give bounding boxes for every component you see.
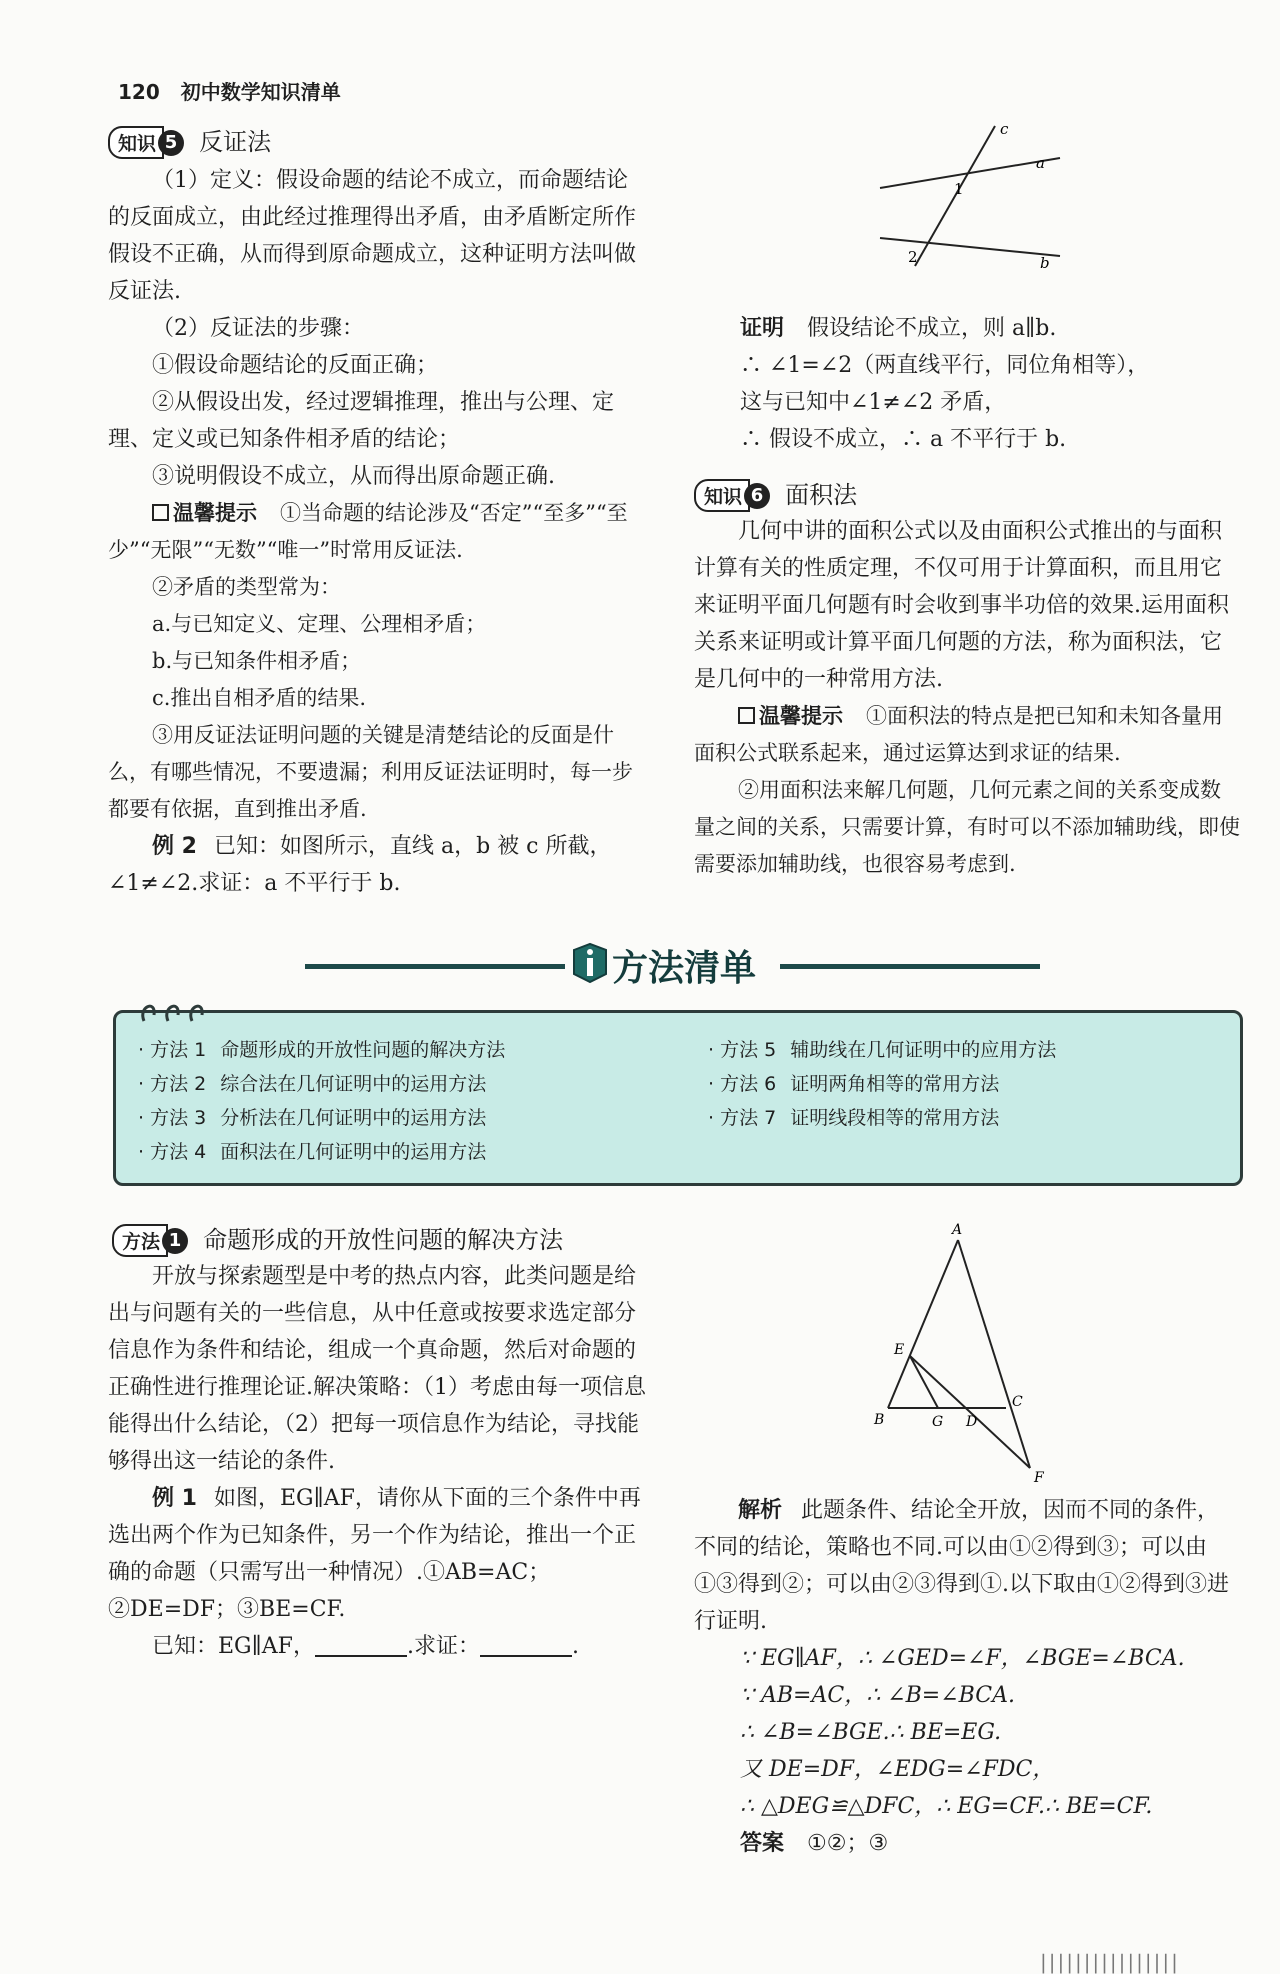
example-text: 如图，EG∥AF，请你从下面的三个条件中再选出两个作为已知条件，另一个作为结论，推出一个正确的命题（只需写出一种情况）.①AB=AC；②DE=DF；③BE=CF.: [108, 1486, 641, 1622]
tip-2a: a.与已知定义、定理、公理相矛盾；: [152, 612, 487, 636]
angle-2-label: 2: [908, 248, 918, 266]
method-title: 证明线段相等的常用方法: [790, 1107, 1000, 1129]
method-number: · 方法 3: [138, 1107, 207, 1129]
checkbox-icon: [152, 504, 169, 521]
proof-line-4: ∴ 假设不成立，∴ a 不平行于 b.: [740, 427, 1067, 452]
proof-line-3: 这与已知中∠1≠∠2 矛盾，: [740, 390, 1007, 415]
label-F: F: [1034, 1470, 1044, 1486]
method-title: 面积法在几何证明中的运用方法: [220, 1141, 487, 1163]
method-number: · 方法 5: [708, 1039, 777, 1061]
method-item-4: [138, 1137, 486, 1164]
tip-2b: b.与已知条件相矛盾；: [152, 649, 362, 673]
methods-box: [113, 1010, 1243, 1186]
label-c: c: [1000, 120, 1009, 138]
label-A: A: [952, 1222, 963, 1238]
proof-line-1: [740, 310, 1056, 347]
proof-text-1: 假设结论不成立，则 a∥b.: [807, 316, 1057, 341]
example-1: [108, 1480, 648, 1628]
method-title: 辅助线在几何证明中的应用方法: [790, 1039, 1057, 1061]
method-number: · 方法 6: [708, 1073, 777, 1095]
ring-binder-icon: [136, 997, 216, 1027]
triangle-figure: [870, 1220, 1070, 1490]
tip-1-text: ①当命题的结论涉及“否定”“至多”“至少”“无限”“无数”“唯一”时常用反证法.: [108, 501, 628, 562]
analysis-line-4: 又 DE=DF，∠EDG=∠FDC，: [740, 1757, 1055, 1782]
banner-line-right: [780, 964, 1040, 969]
label-E: E: [894, 1342, 905, 1358]
area-method-paragraph: 几何中讲的面积公式以及由面积公式推出的与面积计算有关的性质定理，不仅可用于计算面积，而且用它来证明平面几何题有时会收到事半功倍的效果.运用面积关系来证明或计算平面几何题的方法，称为面积法，它是几何中的一种常用方法.: [694, 519, 1229, 692]
tip-label: [152, 495, 257, 532]
knowledge-tag: [108, 126, 184, 159]
tip-paragraph-1: [108, 495, 648, 569]
analysis-paragraph: [694, 1492, 1240, 1640]
step-2: ②从假设出发，经过逻辑推理，推出与公理、定理、定义或已知条件相矛盾的结论；: [108, 390, 615, 452]
label-G: G: [932, 1414, 944, 1430]
example-text: 已知：如图所示，直线 a，b 被 c 所截，∠1≠∠2.求证：a 不平行于 b.: [108, 834, 612, 896]
info-icon: [570, 942, 610, 984]
k5-heading: [108, 122, 271, 159]
example-2: [108, 828, 648, 902]
method-item-3: [138, 1103, 486, 1130]
analysis-line-1: ∵ EG∥AF，∴ ∠GED=∠F，∠BGE=∠BCA.: [740, 1646, 1185, 1671]
m1-heading: [112, 1220, 563, 1257]
analysis-line-5: ∴ △DEG≌△DFC，∴ EG=CF.∴ BE=CF.: [740, 1794, 1153, 1819]
method-number: · 方法 2: [138, 1073, 207, 1095]
banner-line-left: [305, 964, 565, 969]
step-3: ③说明假设不成立，从而得出原命题正确.: [152, 464, 555, 489]
line-a: [880, 158, 1060, 188]
method-tag: [112, 1224, 188, 1257]
book-title: 初中数学知识清单: [180, 80, 341, 104]
tag-number: 6: [744, 483, 770, 509]
knowledge-tag: [694, 479, 770, 512]
given-text: 已知：EG∥AF，: [152, 1634, 315, 1659]
m1-paragraph: 开放与探索题型是中考的热点内容，此类问题是给出与问题有关的一些信息，从中任意或按要求选定部分信息作为条件和结论，组成一个真命题，然后对命题的正确性进行推理论证.解决策略：（1）考虑由每一项信息能得出什么结论，（2）把每一项信息作为结论，寻找能够得出这一结论的条件.: [108, 1264, 646, 1474]
segment-AB: [888, 1240, 958, 1408]
tag-text: 方法: [112, 1224, 168, 1257]
k6-heading: [694, 475, 857, 512]
tip-2c: c.推出自相矛盾的结果.: [152, 686, 367, 710]
proof-label: 证明: [740, 316, 785, 341]
page-header: [118, 76, 341, 105]
label-C: C: [1012, 1394, 1023, 1410]
method-title: 分析法在几何证明中的运用方法: [220, 1107, 487, 1129]
steps-heading: （2）反证法的步骤：: [152, 316, 364, 341]
line-b: [880, 238, 1060, 256]
method-item-2: [138, 1069, 486, 1096]
given-prove-line: [152, 1628, 579, 1665]
analysis-line-3: ∴ ∠B=∠BGE.∴ BE=EG.: [740, 1720, 1002, 1745]
label-b: b: [1040, 254, 1050, 268]
page-number: 120: [118, 80, 160, 104]
tag-text: 知识: [108, 126, 164, 159]
section-title: 面积法: [785, 481, 858, 509]
angle-1-label: 1: [954, 180, 964, 198]
k6-tip-2: ②用面积法来解几何题，几何元素之间的关系变成数量之间的关系，只需要计算，有时可以不添加辅助线，即使需要添加辅助线，也很容易考虑到.: [694, 778, 1240, 876]
footer-marks: ||||||||||||||||: [1040, 1950, 1180, 1974]
example-label: 例 2: [152, 834, 197, 859]
method-title: 综合法在几何证明中的运用方法: [220, 1073, 487, 1095]
analysis-text: 此题条件、结论全开放，因而不同的条件，不同的结论，策略也不同.可以由①②得到③；可以由①③得到②；可以由②③得到①.以下取由①②得到③进行证明.: [694, 1498, 1229, 1634]
definition-paragraph: （1）定义：假设命题的结论不成立，而命题结论的反面成立，由此经过推理得出矛盾，由矛盾断定所作假设不正确，从而得到原命题成立，这种证明方法叫做反证法.: [108, 168, 637, 304]
method-item-7: [708, 1103, 999, 1130]
method-title: 证明两角相等的常用方法: [790, 1073, 1000, 1095]
k6-tip-1: [694, 698, 1240, 772]
example-label: 例 1: [152, 1486, 197, 1511]
tag-number: 1: [162, 1228, 188, 1254]
method-item-5: [708, 1035, 1056, 1062]
section-title: 命题形成的开放性问题的解决方法: [203, 1226, 564, 1254]
answer-label: 答案: [740, 1831, 785, 1856]
label-D: D: [966, 1414, 978, 1430]
method-item-6: [708, 1069, 999, 1096]
analysis-label: 解析: [738, 1498, 783, 1523]
method-number: · 方法 4: [138, 1141, 207, 1163]
section-title: 反证法: [199, 128, 272, 156]
segment-EG: [910, 1356, 938, 1408]
method-item-1: [138, 1035, 505, 1062]
tip-1-text: ①面积法的特点是把已知和未知各量用面积公式联系起来，通过运算达到求证的结果.: [694, 704, 1223, 765]
checkbox-icon: [738, 707, 755, 724]
prove-text: .求证：: [406, 1634, 480, 1659]
analysis-line-2: ∵ AB=AC，∴ ∠B=∠BCA.: [740, 1683, 1015, 1708]
banner-title: 方法清单: [612, 948, 757, 989]
tag-number: 5: [158, 130, 184, 156]
step-1: ①假设命题结论的反面正确；: [152, 353, 439, 378]
tip-2: ②矛盾的类型常为：: [152, 575, 341, 599]
tip-label: [738, 698, 843, 735]
tag-text: 知识: [694, 479, 750, 512]
proof-line-2: ∴ ∠1=∠2（两直线平行，同位角相等），: [740, 353, 1150, 378]
method-number: · 方法 1: [138, 1039, 207, 1061]
answer-line: [740, 1825, 888, 1862]
label-B: B: [874, 1412, 885, 1428]
method-number: · 方法 7: [708, 1107, 777, 1129]
given-blank[interactable]: [315, 1633, 407, 1657]
tip-label-text: 温馨提示: [173, 501, 257, 525]
parallel-lines-figure: [870, 118, 1090, 268]
prove-blank[interactable]: [480, 1633, 572, 1657]
label-a: a: [1036, 154, 1045, 172]
tip-3: ③用反证法证明问题的关键是清楚结论的反面是什么，有哪些情况，不要遗漏；利用反证法证明时，每一步都要有依据，直到推出矛盾.: [108, 723, 633, 821]
tip-label-text: 温馨提示: [759, 704, 843, 728]
period: .: [571, 1634, 579, 1659]
method-title: 命题形成的开放性问题的解决方法: [220, 1039, 506, 1061]
answer-text: ①②；③: [807, 1831, 889, 1856]
